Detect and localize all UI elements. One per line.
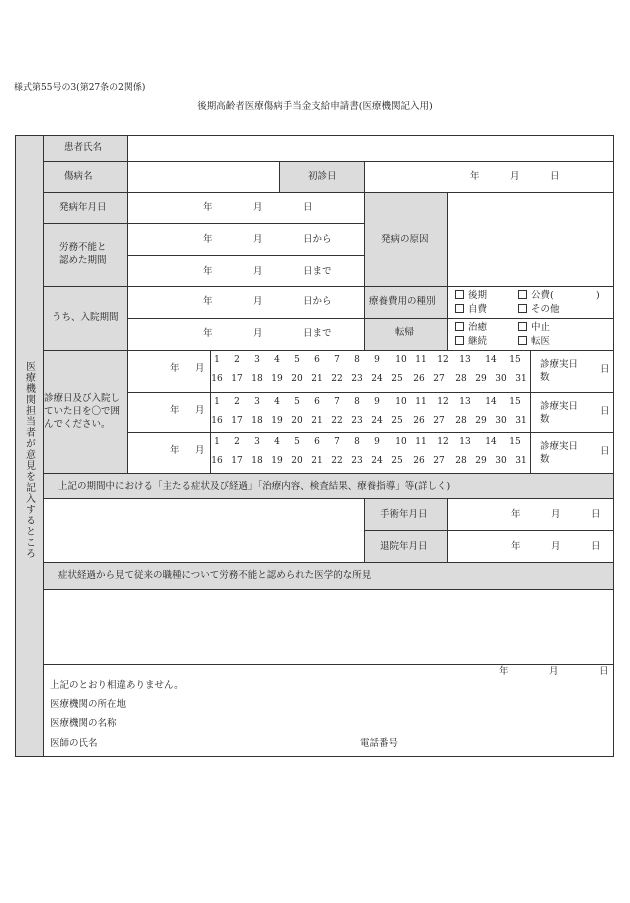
- calendar-day[interactable]: 1: [214, 355, 220, 365]
- outcome-option-cured[interactable]: 治癒: [455, 322, 487, 334]
- hosp-to-month: 月: [253, 328, 263, 339]
- calendar-day[interactable]: 6: [314, 397, 320, 407]
- calendar-day[interactable]: 20: [291, 416, 303, 426]
- calendar-day[interactable]: 4: [274, 397, 280, 407]
- hosp-from-day: 日から: [303, 296, 332, 307]
- treatment-days-label: 診療実日数: [540, 359, 579, 383]
- calendar-day[interactable]: 9: [374, 355, 380, 365]
- calendar-day[interactable]: 4: [274, 437, 280, 447]
- calendar-day[interactable]: 30: [495, 374, 507, 384]
- calendar-day[interactable]: 5: [294, 437, 300, 447]
- surgery-month: 月: [551, 509, 561, 520]
- cert-day: 日: [599, 666, 609, 677]
- treatment-days-label: 診療実日数: [540, 441, 579, 465]
- doctor-name-label: 医師の氏名: [50, 738, 98, 749]
- calendar-day[interactable]: 25: [391, 374, 403, 384]
- calendar-day[interactable]: 20: [291, 456, 303, 466]
- calendar-day[interactable]: 24: [371, 416, 383, 426]
- calendar-day[interactable]: 16: [211, 456, 223, 466]
- first-visit-month: 月: [510, 171, 520, 182]
- calendar-day[interactable]: 24: [371, 374, 383, 384]
- calendar-day[interactable]: 29: [475, 416, 487, 426]
- calendar-day[interactable]: 27: [433, 416, 445, 426]
- calendar-day[interactable]: 24: [371, 456, 383, 466]
- calendar-day[interactable]: 19: [271, 456, 283, 466]
- cert-month: 月: [549, 666, 559, 677]
- calendar-day[interactable]: 31: [515, 416, 527, 426]
- checkbox-icon[interactable]: [455, 304, 464, 313]
- calendar-day[interactable]: 2: [234, 437, 240, 447]
- calendar-day[interactable]: 16: [211, 374, 223, 384]
- disease-name-label: 傷病名: [64, 171, 93, 182]
- outcome-option-stopped[interactable]: 中止: [518, 322, 550, 334]
- calendar-day[interactable]: 4: [274, 355, 280, 365]
- outcome-label: 転帰: [395, 327, 415, 338]
- calendar-day[interactable]: 8: [354, 397, 360, 407]
- treatment-days-label: 診療実日数: [540, 401, 579, 425]
- checkbox-icon[interactable]: [518, 336, 527, 345]
- incapacity-to-year: 年: [203, 266, 213, 277]
- calendar-day[interactable]: 27: [433, 456, 445, 466]
- first-visit-day: 日: [550, 171, 560, 182]
- calendar-day[interactable]: 12: [437, 437, 449, 447]
- cost-type-label: 療養費用の種別: [369, 296, 436, 307]
- form-number: 様式第55号の3(第27条の2関係): [14, 83, 146, 93]
- calendar-day[interactable]: 14: [485, 437, 497, 447]
- calendar-day[interactable]: 26: [413, 374, 425, 384]
- calendar-day[interactable]: 3: [254, 355, 260, 365]
- cost-option-kouhi[interactable]: 公費(: [518, 290, 554, 302]
- calendar-day[interactable]: 8: [354, 355, 360, 365]
- calendar-day[interactable]: 12: [437, 397, 449, 407]
- outcome-option-transfer[interactable]: 転医: [518, 336, 550, 348]
- surgery-day: 日: [591, 509, 601, 520]
- certify-text: 上記のとおり相違ありません。: [50, 680, 184, 691]
- symptoms-header: 上記の期間中における「主たる症状及び経過」「治療内容、検査結果、療養指導」等(詳しく): [58, 481, 451, 492]
- hospitalization-label: うち、入院期間: [52, 312, 119, 323]
- calendar-day[interactable]: 25: [391, 416, 403, 426]
- calendar-day[interactable]: 3: [254, 397, 260, 407]
- calendar-day[interactable]: 19: [271, 374, 283, 384]
- calendar-day[interactable]: 11: [415, 355, 427, 365]
- calendar-day[interactable]: 25: [391, 456, 403, 466]
- calendar-day[interactable]: 22: [331, 374, 343, 384]
- calendar-day[interactable]: 10: [395, 397, 407, 407]
- phone-label: 電話番号: [360, 738, 399, 749]
- hosp-to-day: 日まで: [303, 328, 332, 339]
- calendar-day[interactable]: 5: [294, 397, 300, 407]
- calendar-day[interactable]: 9: [374, 437, 380, 447]
- calendar-month: 月: [195, 445, 205, 456]
- cert-year: 年: [499, 666, 509, 677]
- calendar-day[interactable]: 27: [433, 374, 445, 384]
- treatment-days-unit: 日: [600, 406, 610, 417]
- calendar-day[interactable]: 7: [334, 397, 340, 407]
- first-visit-label: 初診日: [308, 171, 337, 182]
- calendar-day[interactable]: 7: [334, 355, 340, 365]
- calendar-day[interactable]: 19: [271, 416, 283, 426]
- calendar-day[interactable]: 29: [475, 456, 487, 466]
- cost-option-jihi[interactable]: 自費: [455, 304, 487, 316]
- calendar-day[interactable]: 11: [415, 397, 427, 407]
- incapacity-to-month: 月: [253, 266, 263, 277]
- hosp-from-month: 月: [253, 296, 263, 307]
- incapacity-to-day: 日まで: [303, 266, 332, 277]
- medical-opinion-header: 症状経過から見て従来の職種について労務不能と認められた医学的な所見: [58, 570, 372, 581]
- calendar-day[interactable]: 13: [459, 397, 471, 407]
- hosp-from-year: 年: [203, 296, 213, 307]
- discharge-date-label: 退院年月日: [380, 541, 428, 552]
- calendar-day[interactable]: 23: [351, 416, 363, 426]
- hosp-to-year: 年: [203, 328, 213, 339]
- checkbox-icon[interactable]: [518, 322, 527, 331]
- institution-address-label: 医療機関の所在地: [50, 699, 127, 710]
- calendar-day[interactable]: 10: [395, 437, 407, 447]
- form-title: 後期高齢者医療傷病手当金支給申請書(医療機関記入用): [197, 101, 433, 112]
- calendar-day[interactable]: 21: [311, 374, 323, 384]
- treatment-days-unit: 日: [600, 446, 610, 457]
- calendar-day[interactable]: 1: [214, 437, 220, 447]
- incapacity-from-month: 月: [253, 234, 263, 245]
- calendar-year: 年: [170, 363, 180, 374]
- calendar-day[interactable]: 9: [374, 397, 380, 407]
- calendar-day[interactable]: 5: [294, 355, 300, 365]
- calendar-day[interactable]: 26: [413, 456, 425, 466]
- patient-name-label: 患者氏名: [64, 142, 103, 153]
- calendar-day[interactable]: 28: [455, 416, 467, 426]
- calendar-day[interactable]: 7: [334, 437, 340, 447]
- incapacity-from-day: 日から: [303, 234, 332, 245]
- calendar-day[interactable]: 22: [331, 456, 343, 466]
- side-label: 医療機関担当者が意見を記入するところ: [23, 361, 35, 559]
- calendar-day[interactable]: 15: [509, 355, 521, 365]
- discharge-month: 月: [551, 541, 561, 552]
- calendar-day[interactable]: 11: [415, 437, 427, 447]
- calendar-day[interactable]: 2: [234, 355, 240, 365]
- incapacity-from-year: 年: [203, 234, 213, 245]
- calendar-day[interactable]: 12: [437, 355, 449, 365]
- discharge-year: 年: [511, 541, 521, 552]
- calendar-day[interactable]: 13: [459, 437, 471, 447]
- checkbox-icon[interactable]: [518, 290, 527, 299]
- calendar-day[interactable]: 17: [231, 416, 243, 426]
- calendar-day[interactable]: 26: [413, 416, 425, 426]
- checkbox-icon[interactable]: [518, 304, 527, 313]
- treatment-days-note: 診療日及び入院していた日を〇で囲んでください。: [44, 393, 121, 430]
- calendar-day[interactable]: 21: [311, 416, 323, 426]
- calendar-day[interactable]: 23: [351, 374, 363, 384]
- cost-option-other[interactable]: その他: [518, 304, 560, 316]
- cost-option-kouhi-close: ): [596, 290, 600, 301]
- onset-month: 月: [253, 202, 263, 213]
- onset-date-label: 発病年月日: [59, 202, 107, 213]
- surgery-date-label: 手術年月日: [380, 509, 428, 520]
- cost-option-kouki[interactable]: 後期: [455, 290, 487, 302]
- calendar-month: 月: [195, 363, 205, 374]
- checkbox-icon[interactable]: [455, 336, 464, 345]
- treatment-days-unit: 日: [600, 364, 610, 375]
- calendar-day[interactable]: 13: [459, 355, 471, 365]
- incapacity-period-label: 労務不能と認めた期間: [59, 242, 107, 266]
- calendar-day[interactable]: 14: [485, 397, 497, 407]
- calendar-day[interactable]: 6: [314, 355, 320, 365]
- calendar-day[interactable]: 30: [495, 416, 507, 426]
- calendar-day[interactable]: 31: [515, 456, 527, 466]
- calendar-day[interactable]: 18: [251, 416, 263, 426]
- calendar-year: 年: [170, 445, 180, 456]
- calendar-day[interactable]: 1: [214, 397, 220, 407]
- calendar-day[interactable]: 14: [485, 355, 497, 365]
- calendar-day[interactable]: 8: [354, 437, 360, 447]
- checkbox-icon[interactable]: [455, 290, 464, 299]
- onset-cause-label: 発病の原因: [381, 234, 429, 245]
- outcome-option-continue[interactable]: 継続: [455, 336, 487, 348]
- calendar-day[interactable]: 22: [331, 416, 343, 426]
- calendar-day[interactable]: 18: [251, 374, 263, 384]
- calendar-day[interactable]: 10: [395, 355, 407, 365]
- calendar-day[interactable]: 28: [455, 456, 467, 466]
- first-visit-year: 年: [470, 171, 480, 182]
- calendar-day[interactable]: 18: [251, 456, 263, 466]
- calendar-month: 月: [195, 405, 205, 416]
- discharge-day: 日: [591, 541, 601, 552]
- calendar-day[interactable]: 15: [509, 397, 521, 407]
- calendar-day[interactable]: 2: [234, 397, 240, 407]
- checkbox-icon[interactable]: [455, 322, 464, 331]
- calendar-day[interactable]: 15: [509, 437, 521, 447]
- calendar-day[interactable]: 31: [515, 374, 527, 384]
- calendar-day[interactable]: 3: [254, 437, 260, 447]
- calendar-year: 年: [170, 405, 180, 416]
- calendar-day[interactable]: 30: [495, 456, 507, 466]
- calendar-day[interactable]: 16: [211, 416, 223, 426]
- calendar-day[interactable]: 23: [351, 456, 363, 466]
- calendar-day[interactable]: 17: [231, 374, 243, 384]
- calendar-day[interactable]: 28: [455, 374, 467, 384]
- calendar-day[interactable]: 29: [475, 374, 487, 384]
- onset-year: 年: [203, 202, 213, 213]
- onset-day: 日: [303, 202, 313, 213]
- calendar-day[interactable]: 20: [291, 374, 303, 384]
- calendar-day[interactable]: 6: [314, 437, 320, 447]
- calendar-day[interactable]: 17: [231, 456, 243, 466]
- calendar-day[interactable]: 21: [311, 456, 323, 466]
- institution-name-label: 医療機関の名称: [50, 718, 117, 729]
- surgery-year: 年: [511, 509, 521, 520]
